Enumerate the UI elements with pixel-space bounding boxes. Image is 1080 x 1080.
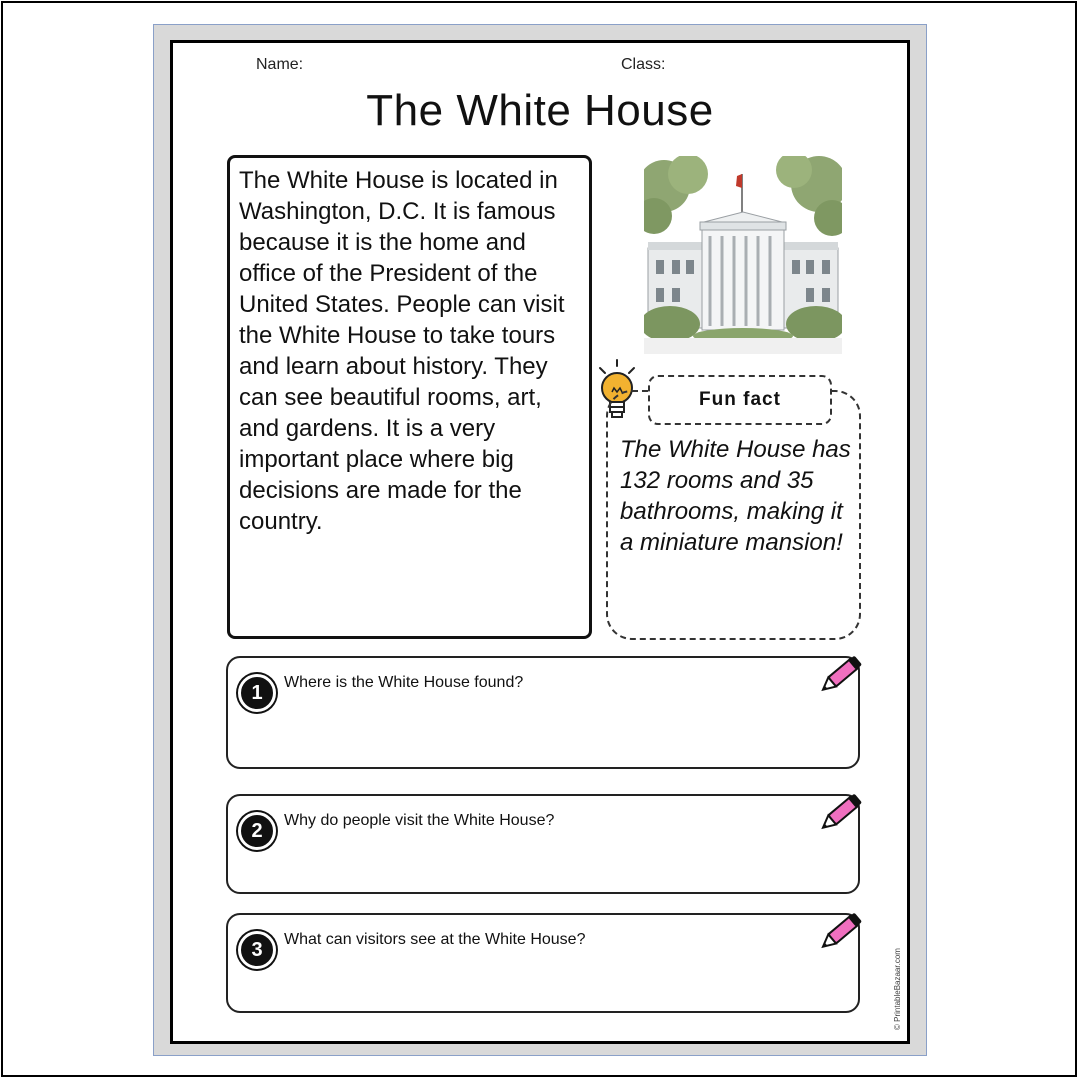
question-text-2: Why do people visit the White House? [284, 812, 555, 829]
question-box-3[interactable] [226, 913, 860, 1013]
page-title: The White House [366, 86, 714, 135]
fun-fact-label: Fun fact [648, 375, 832, 425]
question-number-1: 1 [238, 674, 276, 712]
reading-passage-text: The White House is located in Washington, D.C. It is famous because it is the home and office of the President of the United States. People can visit the White House to take tours and learn about history. They can see beautiful rooms, art, and gardens. It is a very important place where big decisions are made for the country. [239, 167, 565, 535]
question-number-3: 3 [238, 931, 276, 969]
pencil-icon [816, 650, 868, 700]
question-text-3: What can visitors see at the White House? [284, 931, 586, 948]
question-text-1: Where is the White House found? [284, 674, 524, 691]
pencil-icon [816, 907, 868, 957]
class-label: Class: [621, 56, 666, 73]
reading-passage-box [227, 155, 592, 639]
name-label: Name: [256, 56, 304, 73]
question-box-2[interactable] [226, 794, 860, 894]
fun-fact-box [606, 390, 861, 640]
question-box-1[interactable] [226, 656, 860, 769]
pencil-icon [816, 788, 868, 838]
copyright-text: © PrintableBazaar.com [893, 948, 902, 1030]
question-number-2: 2 [238, 812, 276, 850]
fun-fact-text: The White House has 132 rooms and 35 bathrooms, making it a miniature mansion! [620, 436, 851, 556]
white-house-illustration [644, 156, 842, 354]
